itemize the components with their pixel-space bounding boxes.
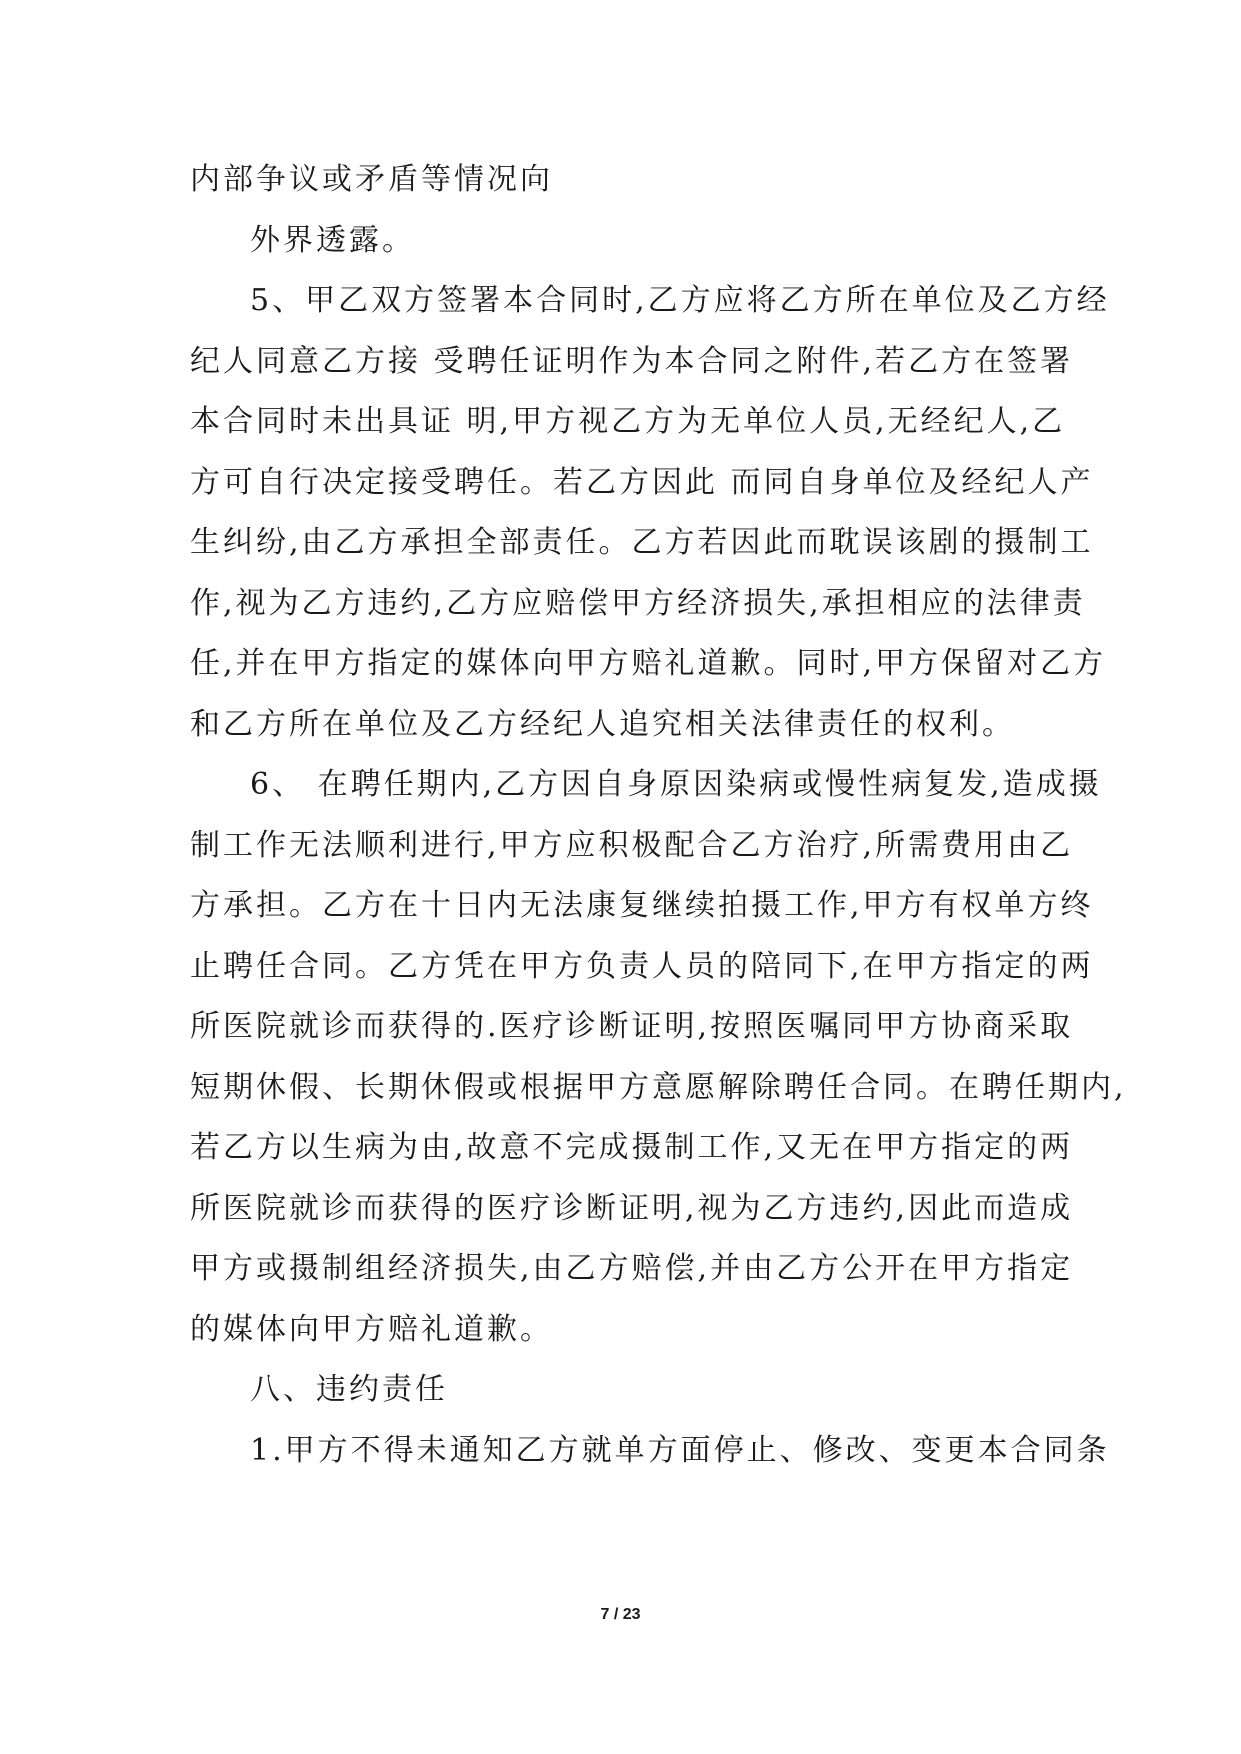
- text-line: 的媒体向甲方赔礼道歉。: [190, 1311, 553, 1347]
- text-line: 制工作无法顺利进行,甲方应积极配合乙方治疗,所需费用由乙: [190, 827, 1074, 863]
- text-line: 内部争议或矛盾等情况向: [190, 162, 553, 197]
- text-line: 纪人同意乙方接 受聘任证明作为本合同之附件,若乙方在签署: [190, 343, 1074, 379]
- paragraph-5-start: 5、甲乙双方签署本合同时,乙方应将乙方所在单位及乙方经: [250, 283, 1110, 318]
- text-line: 和乙方所在单位及乙方经纪人追究相关法律责任的权利。: [190, 706, 1015, 742]
- text-line: 生纠纷,由乙方承担全部责任。乙方若因此而耽误该剧的摄制工: [190, 525, 1094, 560]
- text-line: 方可自行决定接受聘任。若乙方因此 而同自身单位及经纪人产: [190, 464, 1094, 500]
- paragraph-6-start: 6、 在聘任期内,乙方因自身原因染病或慢性病复发,造成摄: [250, 767, 1102, 802]
- text-line: 止聘任合同。乙方凭在甲方负责人员的陪同下,在甲方指定的两: [190, 948, 1094, 984]
- document-body: [190, 150, 1127, 1481]
- text-line: 外界透露。: [250, 222, 415, 258]
- text-line: 任,并在甲方指定的媒体向甲方赔礼道歉。同时,甲方保留对乙方: [190, 646, 1107, 681]
- text-line: 本合同时未出具证 明,甲方视乙方为无单位人员,无经纪人,乙: [190, 404, 1066, 439]
- section-heading: 八、违约责任: [250, 1372, 448, 1407]
- text-line: 所医院就诊而获得的.医疗诊断证明,按照医嘱同甲方协商采取: [190, 1009, 1074, 1044]
- text-line: 短期休假、长期休假或根据甲方意愿解除聘任合同。在聘任期内,: [190, 1069, 1127, 1105]
- page-number: 7 / 23: [600, 1606, 641, 1623]
- text-line: 所医院就诊而获得的医疗诊断证明,视为乙方违约,因此而造成: [190, 1190, 1074, 1226]
- text-line: 方承担。乙方在十日内无法康复继续拍摄工作,甲方有权单方终: [190, 888, 1094, 923]
- text-line: 若乙方以生病为由,故意不完成摄制工作,又无在甲方指定的两: [190, 1130, 1074, 1165]
- text-line: 甲方或摄制组经济损失,由乙方赔偿,并由乙方公开在甲方指定: [190, 1251, 1074, 1286]
- clause-1-start: 1.甲方不得未通知乙方就单方面停止、修改、变更本合同条: [250, 1432, 1110, 1468]
- text-line: 作,视为乙方违约,乙方应赔偿甲方经济损失,承担相应的法律责: [190, 585, 1086, 621]
